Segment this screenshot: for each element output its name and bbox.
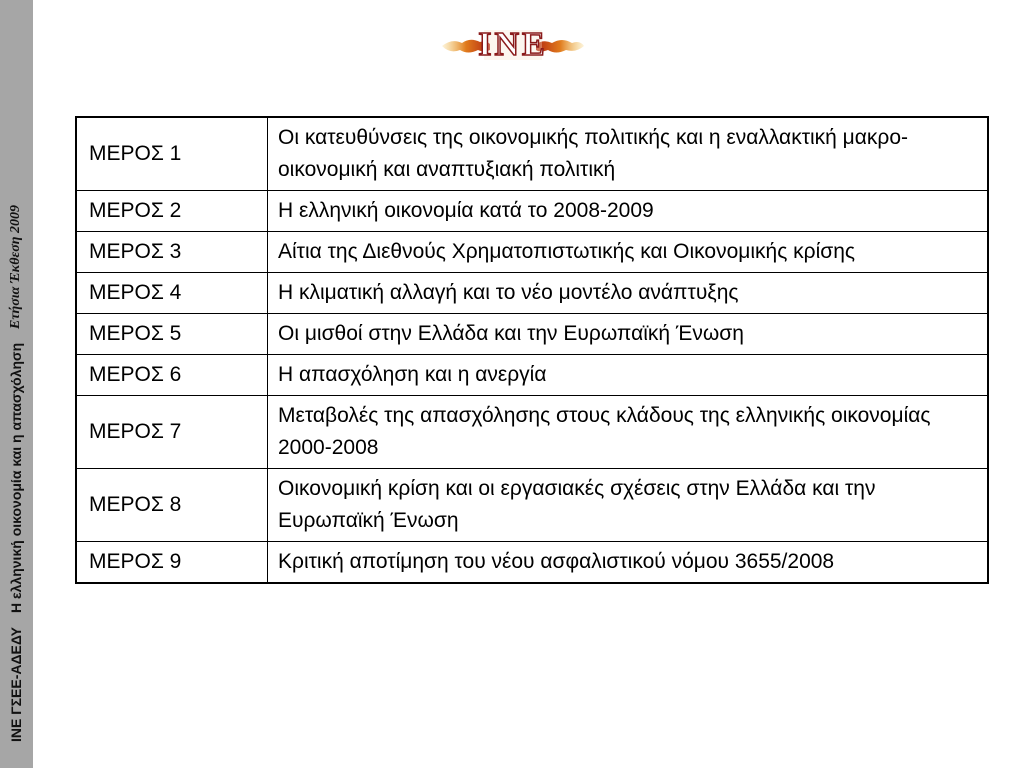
part-title: Οι μισθοί στην Ελλάδα και την Ευρωπαϊκή Ένωση <box>268 314 989 355</box>
part-label: ΜΕΡΟΣ 4 <box>76 273 268 314</box>
table-row <box>76 355 988 396</box>
part-label: ΜΕΡΟΣ 3 <box>76 232 268 273</box>
part-label: ΜΕΡΟΣ 8 <box>76 469 268 542</box>
table-row <box>76 396 988 469</box>
part-title: Οι κατευθύνσεις της οικονομικής πολιτικής και η εναλλακτική μακρο-οικονομική και αναπτυξιακή πολιτική <box>268 117 989 191</box>
side-subject-label: Η ελληνική οικονομία και η απασχόληση <box>8 342 24 613</box>
table-row <box>76 117 988 191</box>
side-org-label: ΙΝΕ ΓΣΕΕ-ΑΔΕΔΥ <box>8 626 24 742</box>
side-report-label: Ετήσια Έκθεση 2009 <box>8 204 23 329</box>
part-label: ΜΕΡΟΣ 7 <box>76 396 268 469</box>
ine-logo <box>440 26 586 64</box>
table-row <box>76 314 988 355</box>
part-title: Η κλιματική αλλαγή και το νέο μοντέλο ανάπτυξης <box>268 273 989 314</box>
side-bar <box>0 0 33 768</box>
part-label: ΜΕΡΟΣ 2 <box>76 191 268 232</box>
parts-table <box>75 116 989 584</box>
part-title: Κριτική αποτίμηση του νέου ασφαλιστικού νόμου 3655/2008 <box>268 542 989 584</box>
table-row <box>76 232 988 273</box>
part-label: ΜΕΡΟΣ 6 <box>76 355 268 396</box>
part-label: ΜΕΡΟΣ 1 <box>76 117 268 191</box>
part-label: ΜΕΡΟΣ 5 <box>76 314 268 355</box>
side-caption <box>2 2 30 742</box>
part-title: Αίτια της Διεθνούς Χρηματοπιστωτικής και Οικονομικής κρίσης <box>268 232 989 273</box>
table-row <box>76 273 988 314</box>
part-label: ΜΕΡΟΣ 9 <box>76 542 268 584</box>
logo-text: INE <box>478 26 548 63</box>
table-row <box>76 191 988 232</box>
table-row <box>76 469 988 542</box>
part-title: Η απασχόληση και η ανεργία <box>268 355 989 396</box>
table-row <box>76 542 988 584</box>
part-title: Η ελληνική οικονομία κατά το 2008-2009 <box>268 191 989 232</box>
part-title: Μεταβολές της απασχόλησης στους κλάδους της ελληνικής οικονομίας 2000-2008 <box>268 396 989 469</box>
part-title: Οικονομική κρίση και οι εργασιακές σχέσεις στην Ελλάδα και την Ευρωπαϊκή Ένωση <box>268 469 989 542</box>
